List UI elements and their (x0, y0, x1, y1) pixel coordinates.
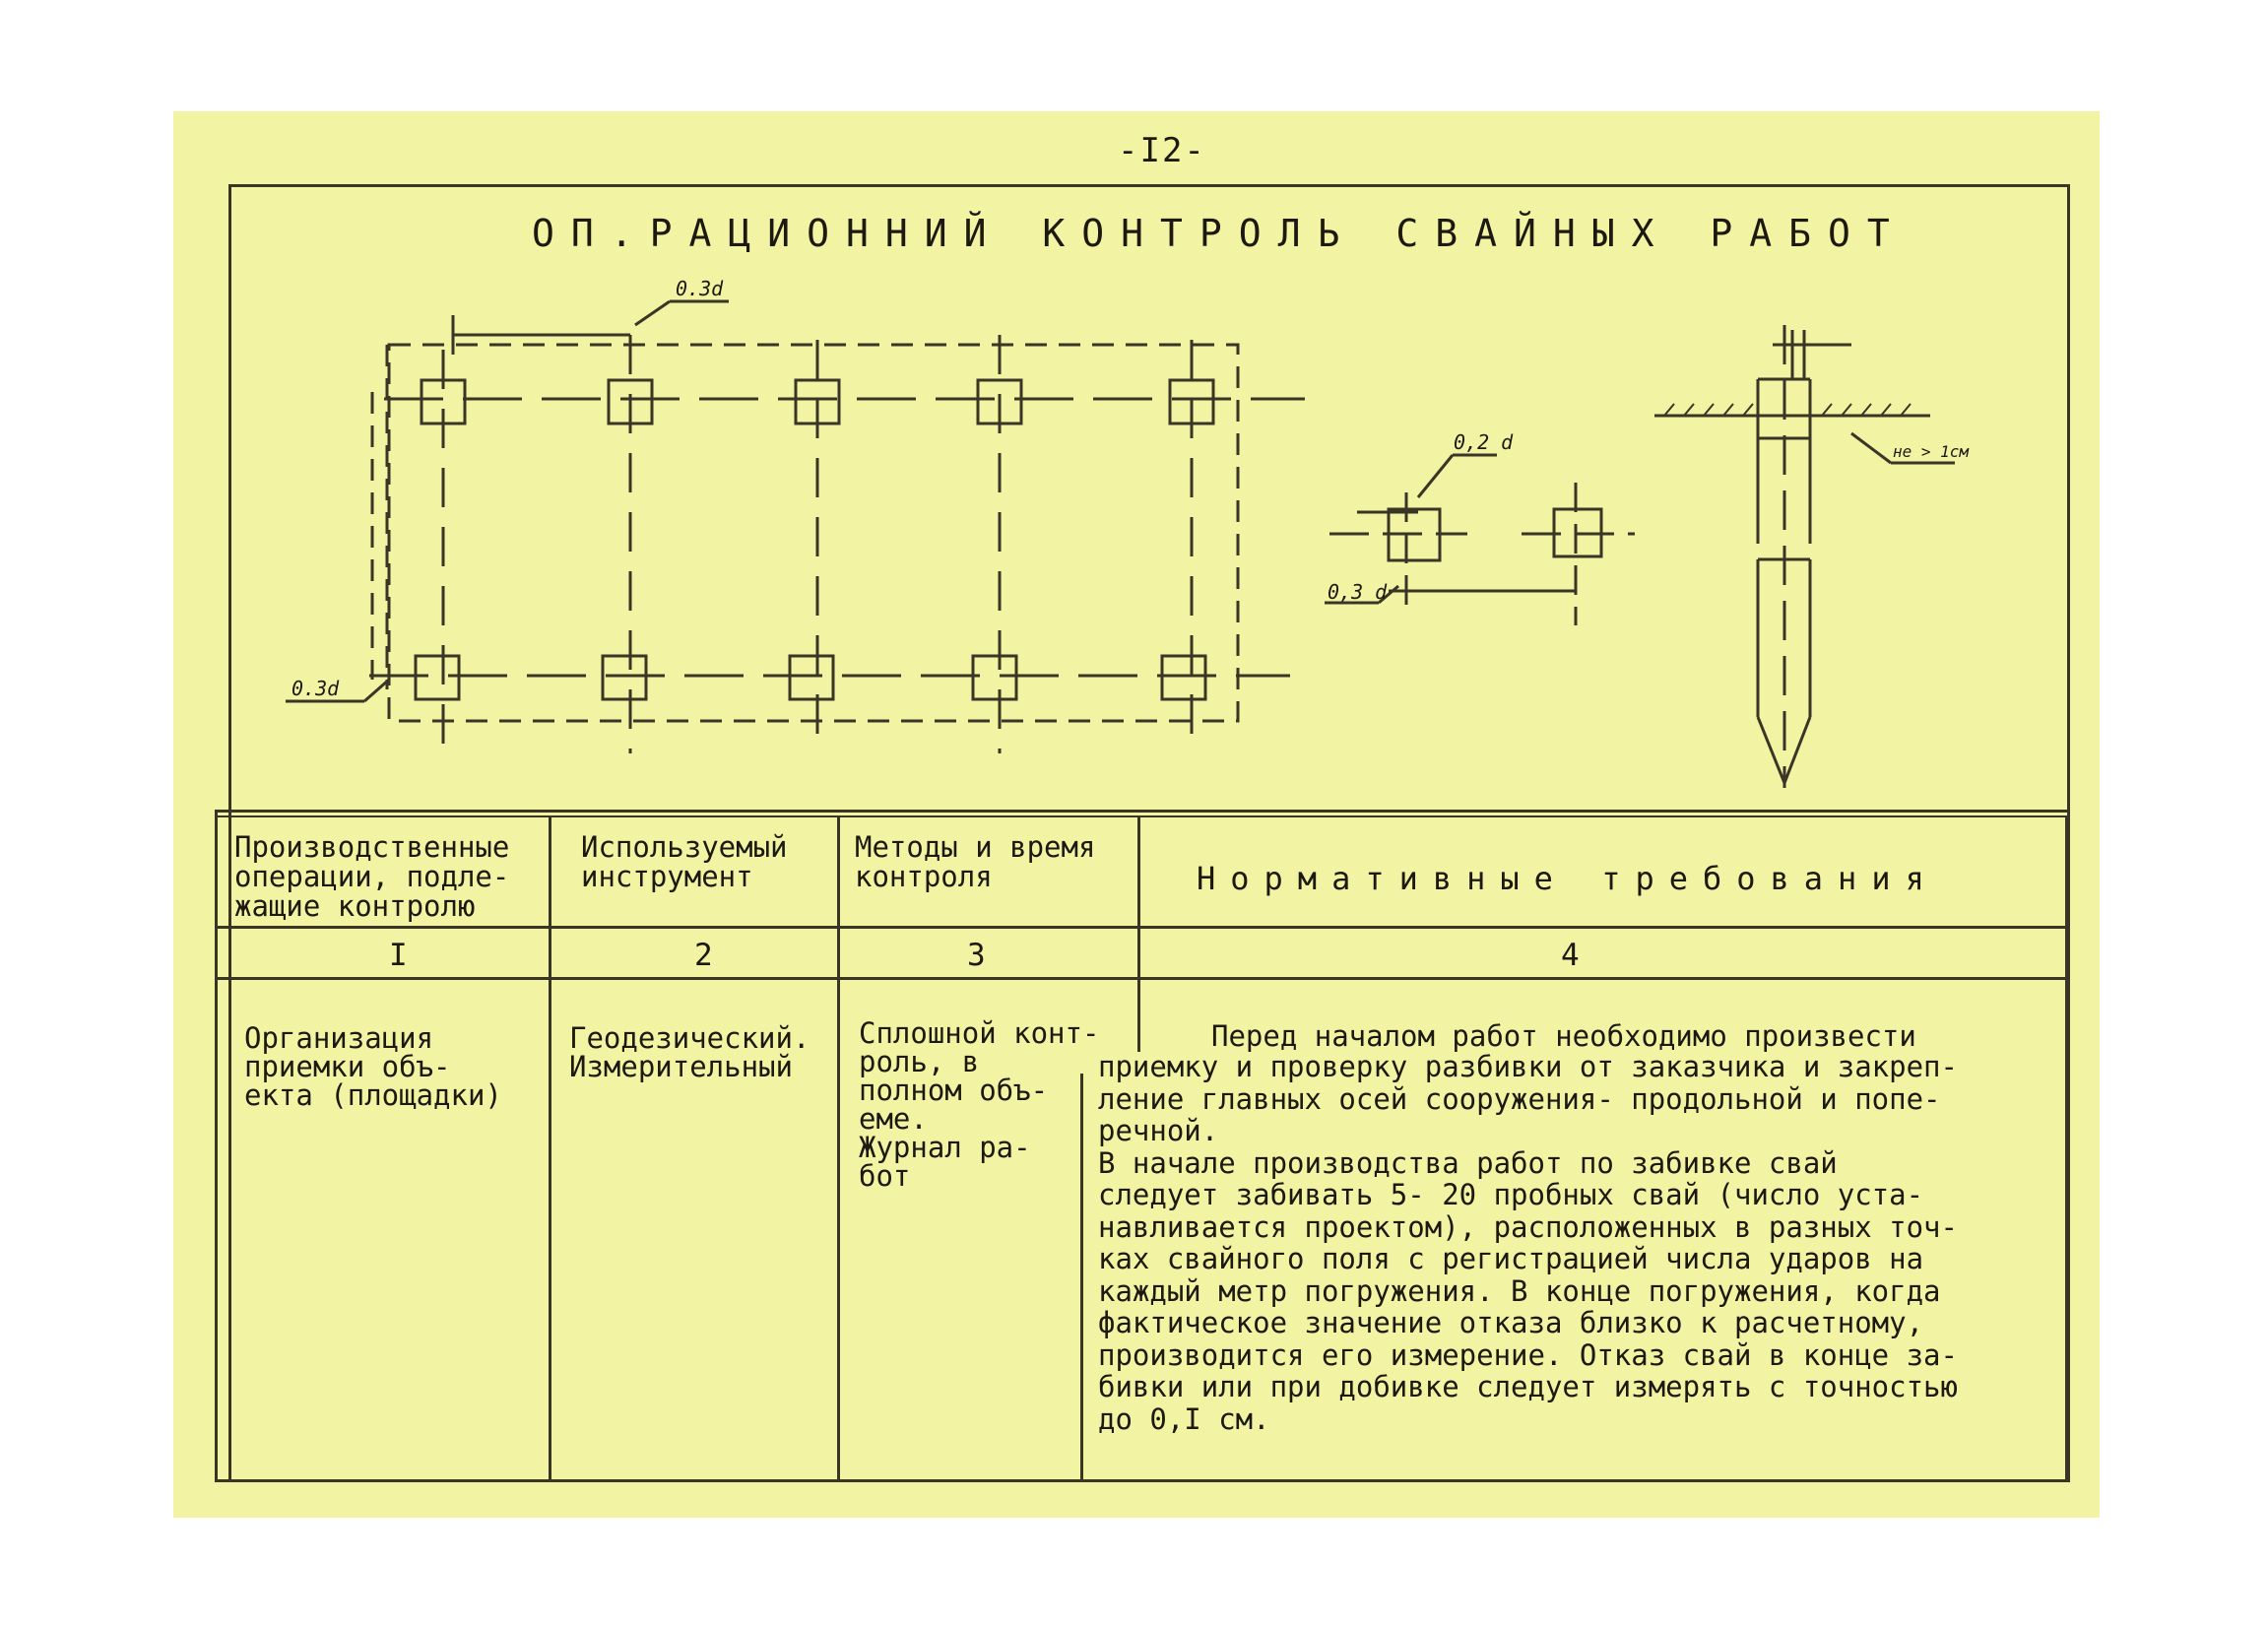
column-number-1: I (389, 938, 408, 973)
header-methods: Методы и время контроля (855, 830, 1096, 893)
document-title: ОП.РАЦИОННИЙ КОНТРОЛЬ СВАЙНЫХ РАБОТ (532, 212, 1907, 255)
column-divider-3-upper (1137, 815, 1140, 1052)
cell-operation: Организация приемки объ- екта (площадки) (244, 1021, 502, 1112)
table-top-border (215, 810, 2070, 813)
table-bottom-border (215, 1479, 2070, 1482)
cell-method: Сплошной конт- роль, в полном объ- еме. Журнал ра- бот (859, 1016, 1100, 1193)
header-instrument: Используемый инструмент (581, 830, 788, 893)
dim-label-detail-top: 0,2 d (1454, 430, 1514, 454)
dim-label-left: 0.3d (292, 677, 340, 700)
cell-instrument: Геодезический. Измерительный (569, 1021, 810, 1083)
header-requirements: Нормативные требования (1197, 860, 1939, 897)
column-divider-2 (837, 815, 840, 1482)
dim-label-detail-bottom: 0,3 d (1328, 580, 1388, 604)
cell-requirement: приемку и проверку разбивки от заказчика и закреп- ление главных осей сооружения- продольной и попе- речной. В начале производства работ по забивке свай следует забивать 5- 20 пробных свай (число уста- навливается проектом), расположенных в разных точ- ках свайного поля с регистрацией числа ударов на каждый метр погружения. В конце погружения, когда фактическое значение отказа близко к расчетному, производится его измерение. Отказ свай в конце за- бивки или при добивке следует измерять с точностью до 0,I см. (1098, 1050, 1958, 1436)
page-number: -I2- (1118, 131, 1206, 170)
column-number-3: 3 (967, 938, 986, 973)
pile-field-outline (389, 345, 1238, 721)
column-number-2: 2 (694, 938, 713, 973)
depth-label: не > 1см (1893, 442, 1970, 461)
numbers-bottom-border (215, 977, 2070, 980)
pile-squares (416, 380, 1213, 699)
header-bottom-border (215, 926, 2070, 929)
header-operations: Производственные операции, подле- жащие контролю (234, 830, 510, 923)
column-number-4: 4 (1561, 938, 1580, 973)
dim-label-top: 0.3d (676, 277, 724, 300)
cell-requirement-first-line: Перед началом работ необходимо произвести (1211, 1019, 1916, 1053)
column-divider-1 (549, 815, 551, 1482)
